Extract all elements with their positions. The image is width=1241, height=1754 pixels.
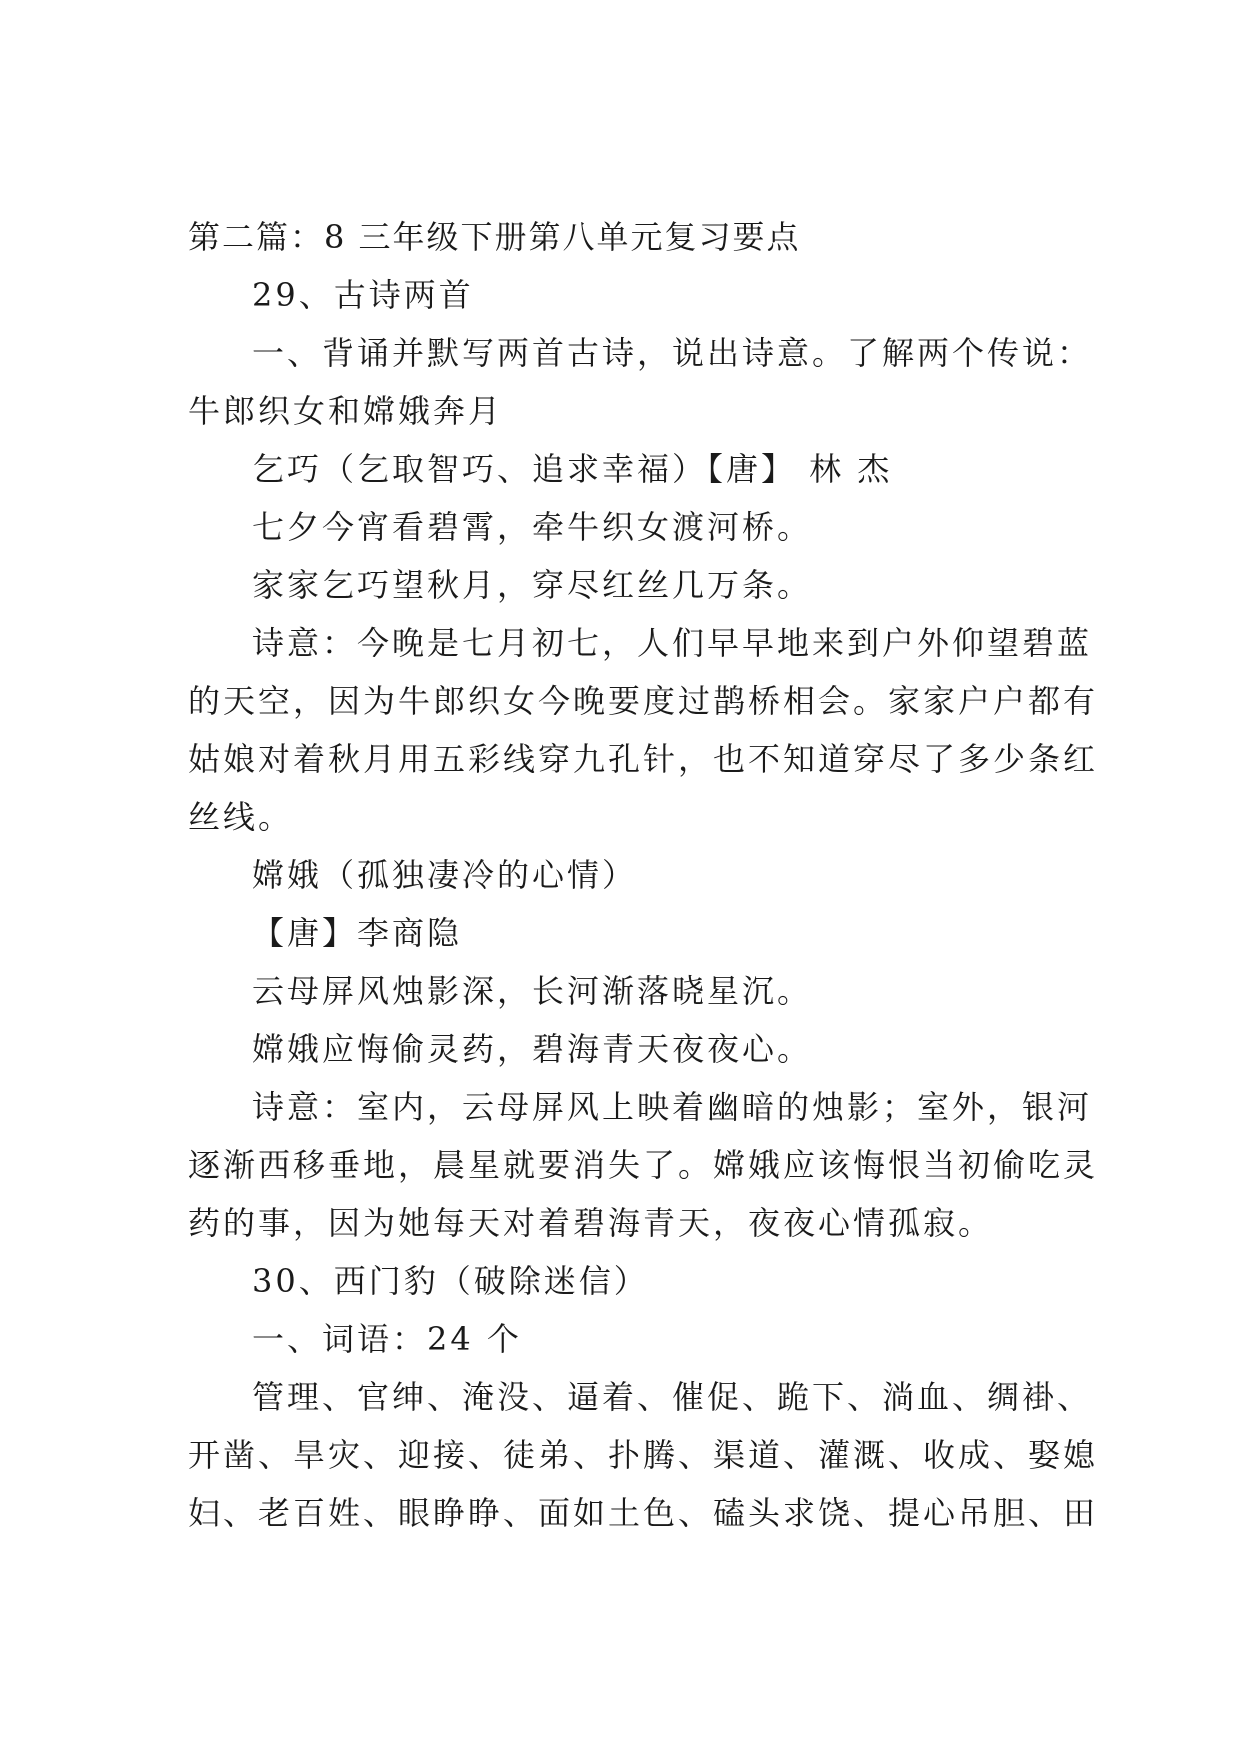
section-heading-29: 29、古诗两首: [252, 276, 474, 314]
word-list-line: 妇、老百姓、眼睁睁、面如土色、磕头求饶、提心吊胆、田: [188, 1494, 1099, 1532]
paragraph-line: 牛郎织女和嫦娥奔月: [188, 392, 504, 430]
paragraph-line: 诗意：今晚是七月初七，人们早早地来到户外仰望碧蓝: [252, 624, 1093, 662]
poem-title-qiqiao: 乞巧（乞取智巧、追求幸福）【唐】 林 杰: [252, 450, 893, 488]
paragraph-line: 的天空，因为牛郎织女今晚要度过鹊桥相会。家家户户都有: [188, 682, 1099, 720]
paragraph-line: 姑娘对着秋月用五彩线穿九孔针，也不知道穿尽了多少条红: [188, 740, 1099, 778]
poem-author: 【唐】李商隐: [252, 914, 463, 952]
paragraph-line: 逐渐西移垂地，晨星就要消失了。嫦娥应该悔恨当初偷吃灵: [188, 1146, 1099, 1184]
poem-line: 嫦娥应悔偷灵药，碧海青天夜夜心。: [252, 1030, 813, 1068]
word-list-line: 管理、官绅、淹没、逼着、催促、跪下、淌血、绸褂、: [252, 1378, 1093, 1416]
document-title: 第二篇：8 三年级下册第八单元复习要点: [188, 218, 801, 256]
section-heading-30: 30、西门豹（破除迷信）: [252, 1262, 649, 1300]
paragraph-line: 丝线。: [188, 798, 294, 836]
poem-line: 家家乞巧望秋月，穿尽红丝几万条。: [252, 566, 813, 604]
subheading-words: 一、词语：24 个: [252, 1320, 522, 1358]
word-list-line: 开凿、旱灾、迎接、徒弟、扑腾、渠道、灌溉、收成、娶媳: [188, 1436, 1099, 1474]
paragraph-line: 药的事，因为她每天对着碧海青天，夜夜心情孤寂。: [188, 1204, 994, 1242]
poem-line: 云母屏风烛影深，长河渐落晓星沉。: [252, 972, 813, 1010]
paragraph-line: 诗意：室内，云母屏风上映着幽暗的烛影；室外，银河: [252, 1088, 1093, 1126]
paragraph-line: 一、背诵并默写两首古诗，说出诗意。了解两个传说：: [252, 334, 1093, 372]
poem-title-change: 嫦娥（孤独凄冷的心情）: [252, 856, 638, 894]
poem-line: 七夕今宵看碧霄，牵牛织女渡河桥。: [252, 508, 813, 546]
